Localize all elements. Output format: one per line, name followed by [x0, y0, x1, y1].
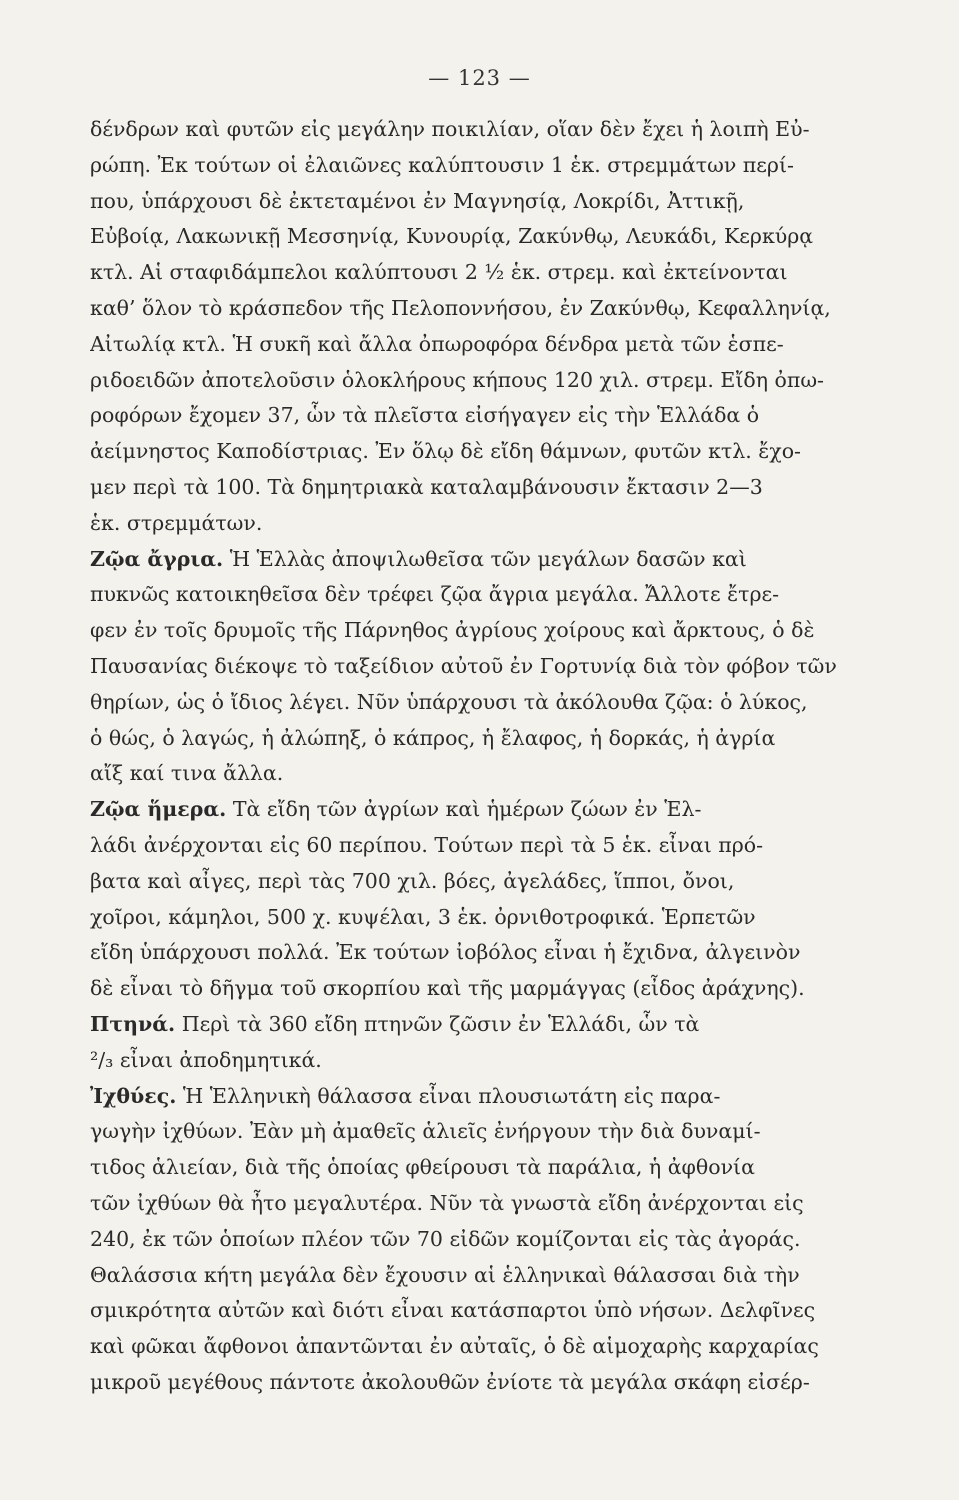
section-first-text: Τὰ εἴδη τῶν ἀγρίων καὶ ἡμέρων ζώων ἐν Ἑλ- [226, 797, 702, 822]
text-line: δένδρων καὶ φυτῶν εἰς μεγάλην ποικιλίαν, οἵαν δὲν ἔχει ἡ λοιπὴ Εὐ- [90, 117, 810, 141]
text-line: γωγὴν ἰχθύων. Ἐὰν μὴ ἀμαθεῖς ἁλιεῖς ἐνήργουν τὴν διὰ δυναμί- [90, 1119, 761, 1144]
text-line: ἑκ. στρεμμάτων. [90, 510, 263, 535]
text-line: Παυσανίας διέκοψε τὸ ταξείδιον αὐτοῦ ἐν Γορτυνίᾳ διὰ τὸν φόβον τῶν [90, 653, 837, 678]
section-first-text: Περὶ τὰ 360 εἴδη πτηνῶν ζῶσιν ἐν Ἑλλάδι, ὧν τὰ [175, 1011, 700, 1036]
text-line: τῶν ἰχθύων θὰ ἦτο μεγαλυτέρα. Νῦν τὰ γνωστὰ εἴδη ἀνέρχονται εἰς [90, 1190, 804, 1215]
text-line: βατα καὶ αἶγες, περὶ τὰς 700 χιλ. βόες, ἀγελάδες, ἵπποι, ὄνοι, [90, 868, 735, 893]
text-line: ²/₃ εἶναι ἀποδημητικά. [90, 1047, 322, 1072]
section-first-line [90, 792, 858, 828]
page-number: — 123 — [428, 66, 531, 90]
text-line: ὁ θώς, ὁ λαγώς, ἡ ἀλώπηξ, ὁ κάπρος, ἡ ἔλαφος, ἡ δορκάς, ἡ ἀγρία [90, 725, 776, 750]
section-first-line [90, 1007, 858, 1043]
text-line: φεν ἐν τοῖς δρυμοῖς τῆς Πάρνηθος ἀγρίους χοίρους καὶ ἄρκτους, ὁ δὲ [90, 618, 815, 643]
text-line: 240, ἐκ τῶν ὁποίων πλέον τῶν 70 εἰδῶν κομίζονται εἰς τὰς ἀγοράς. [90, 1226, 801, 1251]
text-line: Αἰτωλίᾳ κτλ. Ἡ συκῆ καὶ ἄλλα ὀπωροφόρα δένδρα μετὰ τῶν ἑσπε- [90, 331, 784, 356]
section-heading: Ἰχθύες. [90, 1083, 177, 1108]
section-paragraph [90, 792, 858, 1007]
text-line: σμικρότητα αὐτῶν καὶ διότι εἶναι κατάσπαρτοι ὑπὸ νήσων. Δελφῖνες [90, 1298, 816, 1323]
text-line: μικροῦ μεγέθους πάντοτε ἀκολουθῶν ἐνίοτε τὰ μεγάλα σκάφη εἰσέρ- [90, 1369, 810, 1394]
text-line: ρώπη. Ἐκ τούτων οἱ ἐλαιῶνες καλύπτουσιν 1 ἑκ. στρεμμάτων περί- [90, 152, 794, 177]
section-heading: Ζῷα ἄγρια. [90, 546, 224, 571]
sections-container [90, 542, 858, 1401]
text-line: λάδι ἀνέρχονται εἰς 60 περίπου. Τούτων περὶ τὰ 5 ἑκ. εἶναι πρό- [90, 832, 764, 857]
text-line: θηρίων, ὡς ὁ ἴδιος λέγει. Νῦν ὑπάρχουσι τὰ ἀκόλουθα ζῷα: ὁ λύκος, [90, 689, 808, 714]
page-body [90, 112, 858, 1401]
text-line: ριδοειδῶν ἀποτελοῦσιν ὁλοκλήρους κήπους 120 χιλ. στρεμ. Εἴδη ὀπω- [90, 367, 824, 392]
text-line: χοῖροι, κάμηλοι, 500 χ. κυψέλαι, 3 ἑκ. ὀρνιθοτροφικά. Ἑρπετῶν [90, 904, 756, 929]
section-paragraph [90, 1007, 858, 1079]
text-line: ἀείμνηστος Καποδίστριας. Ἐν ὅλῳ δὲ εἴδη θάμνων, φυτῶν κτλ. ἔχο- [90, 439, 801, 464]
text-line: κτλ. Αἱ σταφιδάμπελοι καλύπτουσι 2 ½ ἑκ. στρεμ. καὶ ἐκτείνονται [90, 260, 788, 285]
text-line: τιδος ἁλιείαν, διὰ τῆς ὁποίας φθείρουσι τὰ παράλια, ἡ ἀφθονία [90, 1155, 755, 1180]
text-line: δὲ εἶναι τὸ δῆγμα τοῦ σκορπίου καὶ τῆς μαρμάγγας (εἶδος ἀράχνης). [90, 976, 805, 1001]
text-line: μεν περὶ τὰ 100. Τὰ δημητριακὰ καταλαμβάνουσιν ἔκτασιν 2—3 [90, 474, 763, 499]
text-line: αἴξ καί τινα ἄλλα. [90, 761, 284, 786]
text-line: εἴδη ὑπάρχουσι πολλά. Ἐκ τούτων ἰοβόλος εἶναι ἡ ἔχιδνα, ἀλγεινὸν [90, 940, 801, 965]
section-paragraph [90, 542, 858, 793]
text-line: Θαλάσσια κήτη μεγάλα δὲν ἔχουσιν αἱ ἑλληνικαὶ θάλασσαι διὰ τὴν [90, 1262, 800, 1287]
text-line: που, ὑπάρχουσι δὲ ἐκτεταμένοι ἐν Μαγνησίᾳ, Λοκρίδι, Ἀττικῇ, [90, 188, 745, 213]
section-paragraph [90, 1079, 858, 1401]
section-first-text: Ἡ Ἑλληνικὴ θάλασσα εἶναι πλουσιωτάτη εἰς παρα- [176, 1083, 721, 1108]
section-first-line [90, 1079, 858, 1115]
text-line: καὶ φῶκαι ἄφθονοι ἀπαντῶνται ἐν αὐταῖς, ὁ δὲ αἱμοχαρὴς καρχαρίας [90, 1334, 819, 1359]
text-line: πυκνῶς κατοικηθεῖσα δὲν τρέφει ζῷα ἄγρια μεγάλα. Ἄλλοτε ἔτρε- [90, 582, 780, 607]
section-first-text: Ἡ Ἑλλὰς ἀποψιλωθεῖσα τῶν μεγάλων δασῶν καὶ [223, 546, 747, 571]
text-line: ροφόρων ἔχομεν 37, ὧν τὰ πλεῖστα εἰσήγαγεν εἰς τὴν Ἑλλάδα ὁ [90, 403, 760, 428]
intro-paragraph [90, 112, 858, 542]
section-heading: Ζῷα ἥμερα. [90, 797, 227, 822]
text-line: Εὐβοίᾳ, Λακωνικῇ Μεσσηνίᾳ, Κυνουρίᾳ, Ζακύνθῳ, Λευκάδι, Κερκύρᾳ [90, 224, 814, 249]
section-first-line [90, 542, 858, 578]
section-heading: Πτηνά. [90, 1011, 176, 1036]
text-line: καθ’ ὅλον τὸ κράσπεδον τῆς Πελοποννήσου, ἐν Ζακύνθῳ, Κεφαλληνίᾳ, [90, 295, 831, 320]
